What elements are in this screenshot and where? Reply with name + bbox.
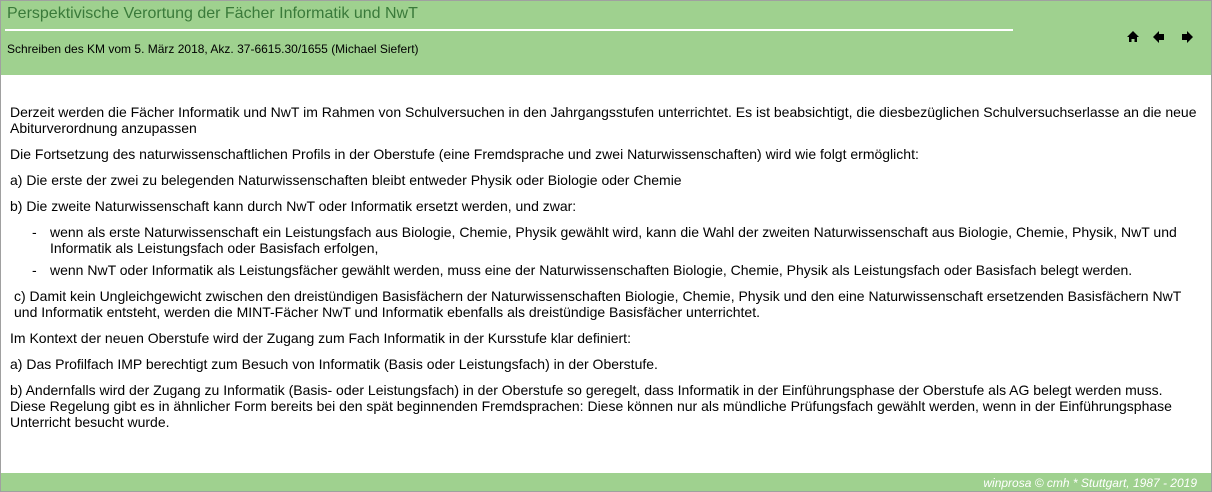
list-item [32,262,1202,278]
paragraph-imp: a) Das Profilfach IMP berechtigt zum Besuch von Informatik (Basis oder Leistungsfach) in der Oberstufe. [10,356,658,372]
paragraph-profile: Die Fortsetzung des naturwissenschaftlichen Profils in der Oberstufe (eine Fremdsprache und zwei Naturwissenschaften) wird wie folgt ermöglicht: [10,146,919,162]
page-subtitle: Schreiben des KM vom 5. März 2018, Akz. 37-6615.30/1655 (Michael Siefert) [7,42,419,56]
paragraph-context: Im Kontext der neuen Oberstufe wird der Zugang zum Fach Informatik in der Kursstufe klar definiert: [10,330,631,346]
home-icon[interactable] [1125,29,1141,45]
paragraph-a: a) Die erste der zwei zu belegenden Naturwissenschaften bleibt entweder Physik oder Biologie oder Chemie [10,172,682,188]
condition-list [10,224,1202,278]
paragraph-intro: Derzeit werden die Fächer Informatik und NwT im Rahmen von Schulversuchen in den Jahrgangsstufen unterrichtet. Es ist beabsichtigt, die diesbezüglichen Schulversuchserlasse an die neue Abiturverordnung anzupassen [10,104,1197,136]
nav-buttons [1121,29,1201,45]
footer-bar [1,473,1211,491]
list-dash: - [32,224,37,240]
list-dash: - [32,262,37,278]
page-title: Perspektivische Verortung der Fächer Informatik und NwT [7,5,418,22]
main-content [10,104,1202,440]
title-divider [5,29,1013,31]
copyright-text: winprosa © cmh * Stuttgart, 1987 - 2019 [983,476,1197,490]
paragraph-c: c) Damit kein Ungleichgewicht zwischen den dreistündigen Basisfächern der Naturwissenschaften Biologie, Chemie, Physik und den eine Naturwissenschaft ersetzenden Basisfächern NwT und Informatik entsteht, werden die MINT-Fächer NwT und Informatik ebenfalls als dreistündige Basisfächer unterrichtet. [14,288,1182,320]
list-item [32,224,1202,256]
list-item-text: wenn NwT oder Informatik als Leistungsfächer gewählt werden, muss eine der Naturwissenschaften Biologie, Chemie, Physik als Leistungsfach oder Basisfach belegt werden. [50,262,1133,278]
paragraph-b: b) Die zweite Naturwissenschaft kann durch NwT oder Informatik ersetzt werden, und zwar: [10,198,577,214]
arrow-left-icon[interactable] [1151,29,1167,45]
arrow-right-icon[interactable] [1179,29,1195,45]
paragraph-access: b) Andernfalls wird der Zugang zu Informatik (Basis- oder Leistungsfach) in der Oberstufe so geregelt, dass Informatik in der Einführungsphase der Oberstufe als AG belegt werden muss. Diese Regelung gibt es in ähnlicher Form bereits bei den spät beginnenden Fremdsprachen: Diese können nur als mündliche Prüfungsfach gewählt werden, wenn in der Einführungsphase Unterricht besucht wurde. [10,382,1172,430]
header-bar [1,1,1211,75]
list-item-text: wenn als erste Naturwissenschaft ein Leistungsfach aus Biologie, Chemie, Physik gewählt wird, kann die Wahl der zweiten Naturwissenschaft aus Biologie, Chemie, Physik, NwT und Informatik als Leistungsfach oder Basisfach erfolgen, [50,224,1177,256]
